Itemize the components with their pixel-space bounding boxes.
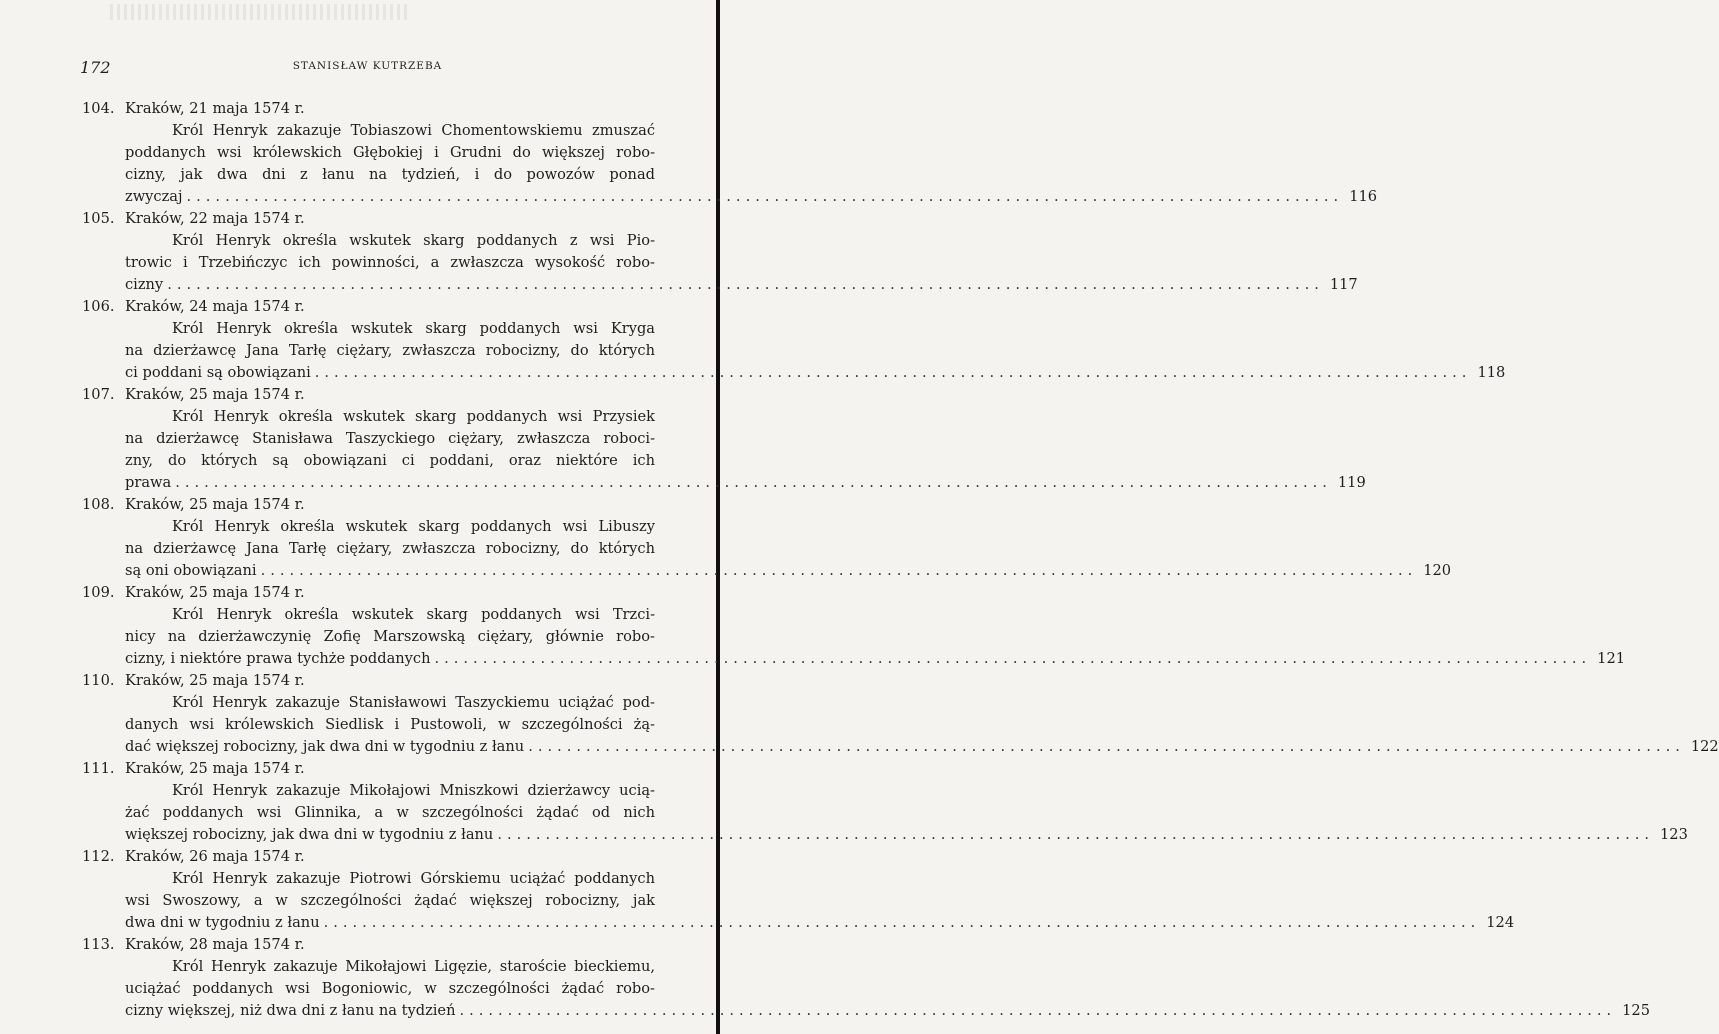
entry-last-line — [125, 736, 1719, 758]
entry-text: poddanych wsi królewskich Głębokiej i Grudni do większej robo- — [125, 144, 655, 161]
entry-page-ref: 120 — [1423, 562, 1452, 579]
entry-page-ref: 125 — [1622, 1002, 1650, 1019]
entry-text: uciążać poddanych wsi Bogoniowic, w szczególności żądać robo- — [125, 980, 655, 997]
entry-text: Król Henryk określa wskutek skarg poddanych wsi Przysiek — [172, 408, 655, 425]
page-edge — [716, 0, 720, 1034]
leader-dots: ........................................................................................................................ — [314, 364, 1472, 381]
entry-last-line — [125, 824, 1688, 846]
entry-last-line — [125, 362, 1506, 384]
bleed-through — [110, 4, 410, 20]
entry-last-line — [125, 1000, 1650, 1022]
entry-text: cizny, jak dwa dni z łanu na tydzień, i do powozów ponad — [125, 166, 655, 183]
entry-number: 105. — [82, 210, 115, 227]
entry-text: Król Henryk określa wskutek skarg poddanych wsi Trzci- — [172, 606, 655, 623]
document-entry — [80, 934, 1650, 1022]
document-entry — [80, 846, 1515, 934]
entry-text-line — [80, 120, 655, 142]
entry-number: 109. — [82, 584, 115, 601]
entry-page-ref: 124 — [1486, 914, 1515, 931]
entry-number: 108. — [82, 496, 115, 513]
entry-date: Kraków, 21 maja 1574 r. — [125, 100, 305, 117]
entry-number: 106. — [82, 298, 115, 315]
entry-text-line — [80, 230, 655, 252]
entry-text: żać poddanych wsi Glinnika, a w szczególności żądać od nich — [125, 804, 655, 821]
entry-heading — [80, 582, 655, 604]
entry-number: 104. — [82, 100, 115, 117]
entry-last-line — [125, 472, 1366, 494]
entry-heading — [80, 98, 655, 120]
document-entry — [80, 670, 1719, 758]
entry-text-line — [80, 450, 655, 472]
entry-text: większej robocizny, jak dwa dni w tygodniu z łanu — [125, 826, 494, 843]
entry-last-line — [125, 274, 1358, 296]
document-entry — [80, 208, 1358, 296]
entry-text-line — [80, 802, 655, 824]
entry-text-line — [80, 406, 655, 428]
entry-text-line — [80, 186, 1378, 208]
entry-text: Król Henryk określa wskutek skarg poddanych z wsi Pio- — [172, 232, 655, 249]
entry-text-line — [80, 1000, 1650, 1022]
entry-date: Kraków, 25 maja 1574 r. — [125, 760, 305, 777]
entry-text-line — [80, 428, 655, 450]
page-number: 172 — [80, 58, 111, 77]
entry-text-line — [80, 604, 655, 626]
entry-text-line — [80, 538, 655, 560]
entry-text: danych wsi królewskich Siedlisk i Pustowoli, w szczególności żą- — [125, 716, 655, 733]
entry-text-line — [80, 648, 1626, 670]
entry-page-ref: 118 — [1477, 364, 1506, 381]
entry-text-line — [80, 142, 655, 164]
entry-text: zny, do których są obowiązani ci poddani, oraz niektóre ich — [125, 452, 655, 469]
entry-number: 111. — [82, 760, 115, 777]
entry-text-line — [80, 340, 655, 362]
entry-text-line — [80, 978, 655, 1000]
document-entry — [80, 296, 1506, 384]
entry-heading — [80, 846, 655, 868]
entry-page-ref: 116 — [1349, 188, 1378, 205]
entry-text: cizny — [125, 276, 164, 293]
entry-text-line — [80, 318, 655, 340]
entry-number: 110. — [82, 672, 115, 689]
entry-date: Kraków, 22 maja 1574 r. — [125, 210, 305, 227]
leader-dots: ........................................................................................................................ — [186, 188, 1344, 205]
entry-text-line — [80, 274, 1358, 296]
entry-date: Kraków, 28 maja 1574 r. — [125, 936, 305, 953]
document-entry — [80, 582, 1626, 670]
entry-date: Kraków, 25 maja 1574 r. — [125, 496, 305, 513]
entry-date: Kraków, 24 maja 1574 r. — [125, 298, 305, 315]
entry-text-line — [80, 780, 655, 802]
entry-page-ref: 117 — [1329, 276, 1358, 293]
entry-text-line — [80, 824, 1688, 846]
entry-text: zwyczaj — [125, 188, 183, 205]
leader-dots: ........................................................................................................................ — [434, 650, 1592, 667]
entry-text: cizny większej, niż dwa dni z łanu na tydzień — [125, 1002, 456, 1019]
entry-text: Król Henryk zakazuje Mikołajowi Ligęzie, staroście bieckiemu, — [172, 958, 655, 975]
leader-dots: ........................................................................................................................ — [175, 474, 1332, 491]
entry-heading — [80, 208, 655, 230]
leader-dots: ........................................................................................................................ — [528, 738, 1685, 755]
entry-text: na dzierżawcę Stanisława Taszyckiego ciężary, zwłaszcza roboci- — [125, 430, 655, 447]
entry-heading — [80, 384, 655, 406]
document-entry — [80, 758, 1688, 846]
entry-text: trowic i Trzebińczyc ich powinności, a zwłaszcza wysokość robo- — [125, 254, 655, 271]
entry-heading — [80, 494, 655, 516]
entry-text: Król Henryk zakazuje Stanisławowi Taszyckiemu uciążać pod- — [172, 694, 655, 711]
entry-text-line — [80, 560, 1452, 582]
entry-text: ci poddani są obowiązani — [125, 364, 311, 381]
entry-text-line — [80, 164, 655, 186]
entry-heading — [80, 296, 655, 318]
entry-text-line — [80, 912, 1515, 934]
entry-text: nicy na dzierżawczynię Zofię Marszowską ciężary, głównie robo- — [125, 628, 655, 645]
entry-heading — [80, 934, 655, 956]
entry-text-line — [80, 890, 655, 912]
document-entry — [80, 98, 1378, 208]
entry-text: wsi Swoszowy, a w szczególności żądać większej robocizny, jak — [125, 892, 655, 909]
entry-text: dać większej robocizny, jak dwa dni w tygodniu z łanu — [125, 738, 525, 755]
leader-dots: ........................................................................................................................ — [459, 1002, 1617, 1019]
entry-page-ref: 121 — [1597, 650, 1626, 667]
entry-text-line — [80, 692, 655, 714]
entry-text-line — [80, 472, 1366, 494]
entry-text: Król Henryk zakazuje Tobiaszowi Chomentowskiemu zmuszać — [172, 122, 655, 139]
entry-text: na dzierżawcę Jana Tarłę ciężary, zwłaszcza robocizny, do których — [125, 342, 655, 359]
document-entry — [80, 494, 1452, 582]
entry-text-line — [80, 252, 655, 274]
entry-heading — [80, 758, 655, 780]
entry-text-line — [80, 956, 655, 978]
entry-date: Kraków, 26 maja 1574 r. — [125, 848, 305, 865]
document-list — [80, 98, 1719, 1022]
entry-text-line — [80, 868, 655, 890]
entry-text-line — [80, 626, 655, 648]
entry-text-line — [80, 362, 1506, 384]
entry-heading — [80, 670, 655, 692]
entry-number: 113. — [82, 936, 115, 953]
leader-dots: ........................................................................................................................ — [497, 826, 1654, 843]
entry-date: Kraków, 25 maja 1574 r. — [125, 584, 305, 601]
entry-text: Król Henryk określa wskutek skarg poddanych wsi Libuszy — [172, 518, 655, 535]
entry-date: Kraków, 25 maja 1574 r. — [125, 672, 305, 689]
running-title: STANISŁAW KUTRZEBA — [292, 60, 443, 72]
entry-text: cizny, i niektóre prawa tychże poddanych — [125, 650, 431, 667]
entry-text: na dzierżawcę Jana Tarłę ciężary, zwłaszcza robocizny, do których — [125, 540, 655, 557]
entry-page-ref: 119 — [1337, 474, 1366, 491]
leader-dots: ........................................................................................................................ — [260, 562, 1418, 579]
document-entry — [80, 384, 1366, 494]
entry-text: prawa — [125, 474, 172, 491]
entry-page-ref: 123 — [1660, 826, 1688, 843]
entry-text: są oni obowiązani — [125, 562, 257, 579]
entry-last-line — [125, 560, 1452, 582]
entry-number: 107. — [82, 386, 115, 403]
entry-text: Król Henryk zakazuje Piotrowi Górskiemu uciążać poddanych — [172, 870, 655, 887]
entry-last-line — [125, 912, 1515, 934]
entry-number: 112. — [82, 848, 115, 865]
entry-date: Kraków, 25 maja 1574 r. — [125, 386, 305, 403]
entry-text: dwa dni w tygodniu z łanu — [125, 914, 320, 931]
entry-text-line — [80, 736, 1719, 758]
entry-last-line — [125, 186, 1378, 208]
entry-text: Król Henryk określa wskutek skarg poddanych wsi Kryga — [172, 320, 655, 337]
page-header — [80, 54, 655, 84]
entry-text-line — [80, 714, 655, 736]
leader-dots: ........................................................................................................................ — [167, 276, 1324, 293]
entry-last-line — [125, 648, 1626, 670]
entry-page-ref: 122 — [1690, 738, 1719, 755]
leader-dots: ........................................................................................................................ — [323, 914, 1481, 931]
entry-text-line — [80, 516, 655, 538]
entry-text: Król Henryk zakazuje Mikołajowi Mniszkowi dzierżawcy ucią- — [172, 782, 655, 799]
